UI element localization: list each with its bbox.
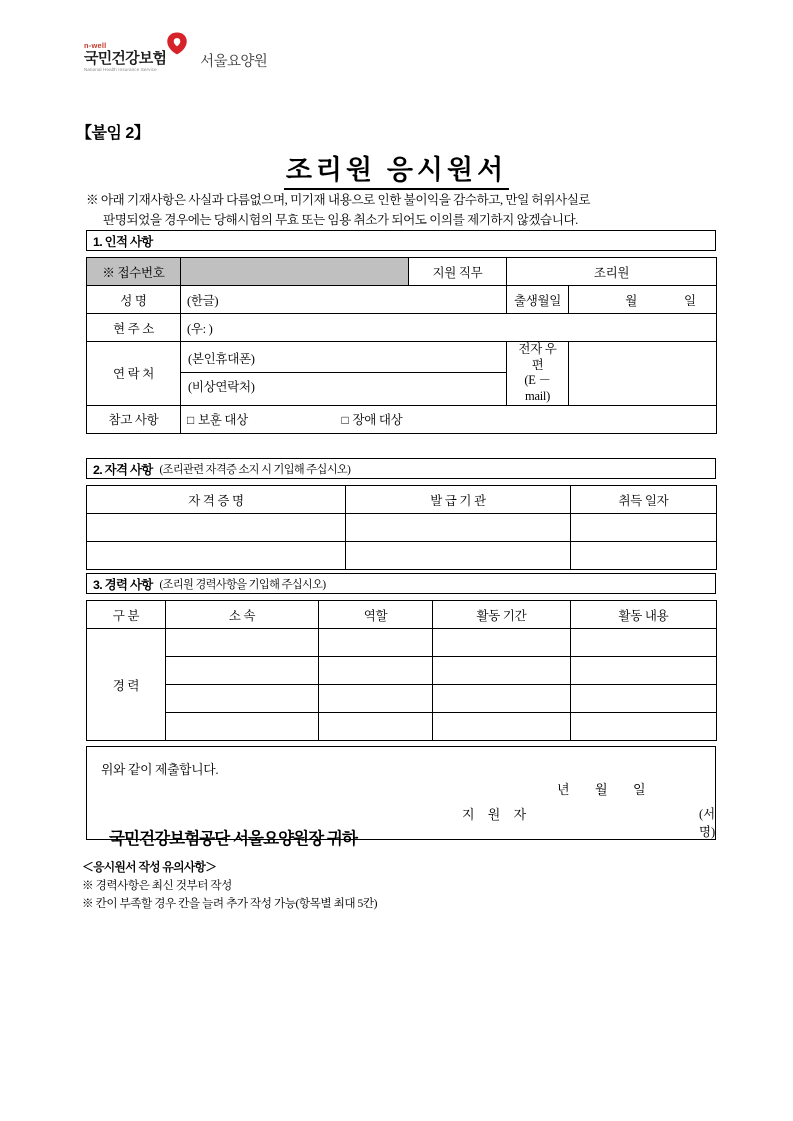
personal-info-table [86,257,717,434]
birth-day-unit: 일 [684,293,696,308]
cell-role[interactable] [319,713,433,741]
emergency-contact-input[interactable]: (비상연락처) [188,380,255,395]
email-input[interactable] [569,342,717,406]
checkbox-veteran[interactable]: □ [187,413,194,427]
email-label-kor: 전자 우편 [518,342,557,372]
cell-affiliation[interactable] [166,685,319,713]
checkbox-veteran-label: 보훈 대상 [197,413,248,427]
cell-activity[interactable] [571,685,717,713]
cell-certificate[interactable] [87,514,346,542]
name-label: 성 명 [87,286,181,314]
column-header-division: 구 분 [87,601,166,629]
heart-icon [164,30,190,56]
address-label: 현 주 소 [87,314,181,342]
consent-line-1: ※ 아래 기재사항은 사실과 다름없으며, 미기재 내용으로 인한 불이익을 감수하고, 만일 허위사실로 [86,193,591,207]
email-label [507,342,569,406]
submission-block [86,746,716,848]
cell-date[interactable] [571,514,717,542]
cell-certificate[interactable] [87,542,346,570]
section-3-heading: 3. 경력 사항 [93,577,153,592]
table-row [87,514,717,542]
cell-activity[interactable] [571,713,717,741]
cell-role[interactable] [319,685,433,713]
table-row [87,713,717,741]
organization-logo [84,42,267,73]
birth-month-unit: 월 [625,293,637,308]
cell-period[interactable] [433,657,571,685]
table-row-contact [87,342,717,406]
column-header-date: 취득 일자 [571,486,717,514]
nhis-english-name: National Health Insurance Service [84,67,157,73]
table-row [87,657,717,685]
table-row [87,542,717,570]
column-header-issuer: 발 급 기 관 [346,486,571,514]
cell-affiliation[interactable] [166,657,319,685]
cell-period[interactable] [433,685,571,713]
attachment-tag: 【붙임 2】 [76,125,150,142]
qualification-table [86,485,717,570]
career-row-label: 경 력 [87,629,166,741]
section-1-header [86,230,716,251]
table-row-reference [87,405,717,433]
birthdate-label: 출생월일 [507,286,569,314]
receipt-number-value[interactable] [181,258,409,286]
table-row-address [87,314,717,342]
consent-line-2: 판명되었을 경우에는 당해시험의 무효 또는 임용 취소가 되어도 이의를 제기하지 않겠습니다. [103,213,578,228]
cell-role[interactable] [319,657,433,685]
section-2-header [86,458,716,479]
section-1-heading: 1. 인적 사항 [93,234,153,249]
section-3-header [86,573,716,594]
applicant-label: 지 원 자 [462,807,532,822]
nhis-korean-name: 국민건강보험 [84,49,167,67]
date-day-unit: 일 [633,782,648,797]
cell-affiliation[interactable] [166,713,319,741]
date-year-unit: 년 [557,782,572,797]
cell-period[interactable] [433,629,571,657]
date-month-unit: 월 [595,782,610,797]
contact-label: 연 락 처 [87,342,181,406]
reference-label: 참고 사항 [87,405,181,433]
table-row [87,629,717,657]
cell-date[interactable] [571,542,717,570]
checkbox-disability[interactable]: □ [341,413,349,427]
column-header-affiliation: 소 속 [166,601,319,629]
address-input[interactable]: (우: ) [181,314,717,342]
cell-activity[interactable] [571,629,717,657]
cell-issuer[interactable] [346,514,571,542]
column-header-period: 활동 기간 [433,601,571,629]
contact-inputs [181,342,507,406]
page-title [0,148,793,187]
table-row-name [87,286,717,314]
page-title-text: 조리원 응시원서 [284,155,509,190]
checkbox-disability-label: 장애 대상 [352,413,403,427]
section-2-note: (조리관련 자격증 소지 시 기입해 주십시오) [159,463,351,476]
signature-mark[interactable]: (서명) [699,807,716,839]
column-header-activity: 활동 내용 [571,601,717,629]
notes-heading: ＜응시원서 작성 유의사항＞ [82,860,217,874]
table-header-row [87,601,717,629]
table-header-row [87,486,717,514]
table-row-receipt [87,258,717,286]
reference-options [181,405,717,433]
career-table [86,600,717,741]
section-2-heading: 2. 자격 사항 [93,462,153,477]
job-value: 조리원 [507,258,717,286]
nhis-logo [84,42,170,73]
note-item: ※ 경력사항은 최신 것부터 작성 [82,878,232,892]
cell-issuer[interactable] [346,542,571,570]
table-row [87,685,717,713]
receipt-number-label: ※ 접수번호 [87,258,181,286]
mobile-phone-input[interactable]: (본인휴대폰) [181,345,506,373]
branch-name: 서울요양원 [200,53,268,70]
column-header-certificate: 자 격 증 명 [87,486,346,514]
submission-date [557,779,671,798]
addressee: 국민건강보험공단 서울요양원장 귀하 [109,830,357,848]
job-label: 지원 직무 [409,258,507,286]
cell-affiliation[interactable] [166,629,319,657]
note-item: ※ 칸이 부족할 경우 칸을 늘려 추가 작성 가능(항목별 최대 5칸) [82,896,378,910]
cell-activity[interactable] [571,657,717,685]
submission-statement: 위와 같이 제출합니다. [101,763,219,777]
section-3-note: (조리원 경력사항을 기입해 주십시오) [159,578,326,591]
consent-statement [86,190,718,231]
footer-notes [82,858,722,913]
cell-period[interactable] [433,713,571,741]
column-header-role: 역할 [319,601,433,629]
birthdate-input[interactable] [569,286,717,314]
name-input[interactable]: (한글) [181,286,507,314]
cell-role[interactable] [319,629,433,657]
nhis-nwell-mark: n-well [84,41,107,50]
email-label-eng: (E － mail) [524,373,551,403]
